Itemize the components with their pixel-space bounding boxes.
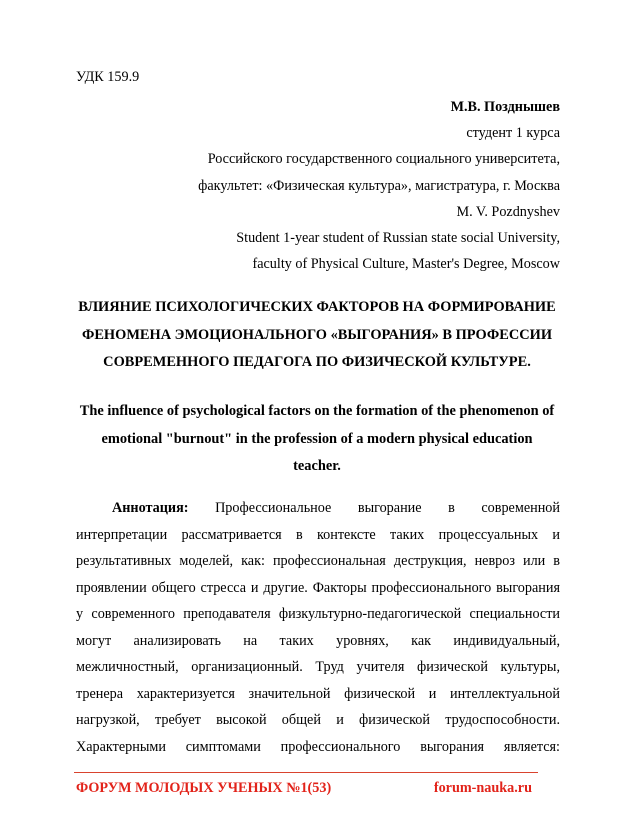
title-english xyxy=(60,398,574,481)
abstract-line: могут анализировать на таких уровнях, как индивидуальный, xyxy=(76,632,560,649)
author-block xyxy=(198,94,560,277)
udk-code: УДК 159.9 xyxy=(76,69,140,85)
author-name-en: M. V. Pozdnyshev xyxy=(456,203,560,220)
author-faculty-ru: факультет: «Физическая культура», магистратура, г. Москва xyxy=(198,177,560,194)
author-position-ru: студент 1 курса xyxy=(466,125,560,142)
abstract-line xyxy=(76,495,560,522)
abstract-line: тренера характеризуется значительной физической и интеллектуальной xyxy=(76,685,560,702)
title-ru-line: СОВРЕМЕННОГО ПЕДАГОГА ПО ФИЗИЧЕСКОЙ КУЛЬТУРЕ. xyxy=(103,354,531,370)
author-position-en: Student 1-year student of Russian state social University, xyxy=(236,230,560,247)
title-en-line: teacher. xyxy=(293,458,341,474)
abstract xyxy=(76,495,560,760)
title-russian xyxy=(60,294,574,377)
abstract-first-text: Профессиональное выгорание в современной xyxy=(215,500,560,516)
footer-journal-name: ФОРУМ МОЛОДЫХ УЧЕНЫХ №1(53) xyxy=(76,780,332,796)
title-en-line: The influence of psychological factors on the formation of the phenomenon of xyxy=(79,403,555,419)
abstract-label: Аннотация: xyxy=(112,500,189,516)
title-ru-line: ВЛИЯНИЕ ПСИХОЛОГИЧЕСКИХ ФАКТОРОВ НА ФОРМИРОВАНИЕ xyxy=(78,299,556,315)
abstract-line: результативных моделей, как: профессиональная деструкция, невроз или в xyxy=(76,553,560,570)
footer-site-link[interactable]: forum-nauka.ru xyxy=(433,780,532,796)
title-ru-line: ФЕНОМЕНА ЭМОЦИОНАЛЬНОГО «ВЫГОРАНИЯ» В ПРОФЕССИИ xyxy=(81,326,553,343)
author-university-ru: Российского государственного социального университета, xyxy=(207,151,560,168)
abstract-line: нагрузкой, требует высокой общей и физической трудоспособности. xyxy=(76,712,560,729)
footer-divider xyxy=(74,772,538,773)
author-name-ru: М.В. Позднышев xyxy=(450,99,560,115)
title-en-line: emotional "burnout" in the profession of a modern physical education xyxy=(101,430,533,447)
abstract-line: Характерными симптомами профессионального выгорания является: xyxy=(76,738,560,755)
author-faculty-en: faculty of Physical Culture, Master's Degree, Moscow xyxy=(252,256,560,273)
abstract-line: у современного преподавателя физкультурно-педагогической специальности xyxy=(76,606,560,623)
abstract-line: межличностный, организационный. Труд учителя физической культуры, xyxy=(76,659,560,676)
abstract-line: интерпретации рассматривается в контексте таких процессуальных и xyxy=(76,526,560,543)
abstract-line: проявлении общего стресса и другие. Факторы профессионального выгорания xyxy=(76,579,560,596)
